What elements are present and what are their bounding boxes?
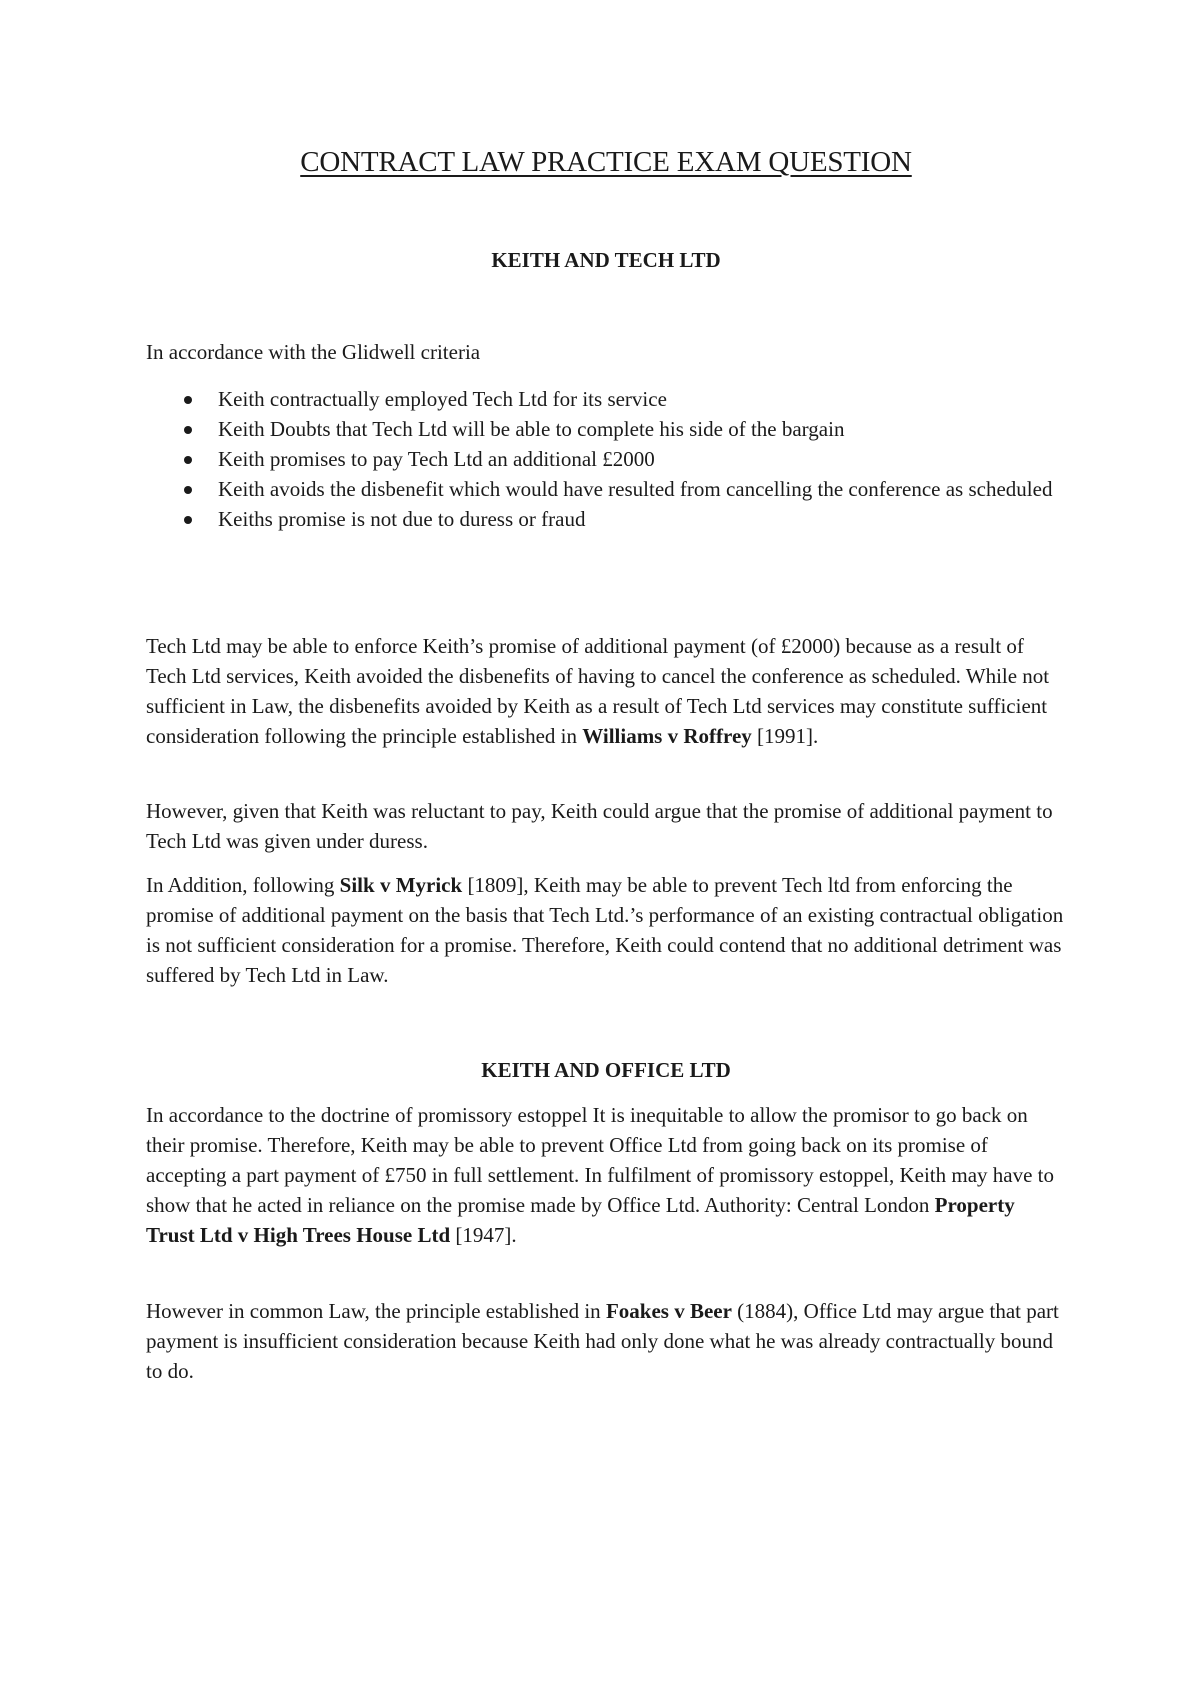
case-citation: Silk v Myrick	[339, 873, 463, 897]
paragraph-silk-v-myrick: In Addition, following Silk v Myrick [1809], Keith may be able to prevent Tech ltd from enforcing the promise of additional payment on the basis that Tech Ltd.’s performance of an existing contractual obligation is not sufficient consideration for a promise. Therefore, Keith could contend that no additional detriment was suffered by Tech Ltd in Law.	[146, 873, 1064, 987]
criteria-list	[146, 384, 1066, 534]
bullet-icon	[184, 516, 192, 524]
list-item: Keith Doubts that Tech Ltd will be able to complete his side of the bargain	[146, 414, 1066, 444]
paragraph-enforce-promise: Tech Ltd may be able to enforce Keith’s promise of additional payment (of £2000) because as a result of Tech Ltd services, Keith avoided the disbenefits of having to cancel the conference as scheduled. While not sufficient in Law, the disbenefits avoided by Keith as a result of Tech Ltd services may constitute sufficient consideration following the principle established in Williams v Roffrey [1991].	[146, 634, 1050, 748]
criteria-intro: In accordance with the Glidwell criteria	[146, 340, 481, 364]
document-title: CONTRACT LAW PRACTICE EXAM QUESTION	[300, 146, 912, 178]
paragraph-foakes-v-beer: However in common Law, the principle established in Foakes v Beer (1884), Office Ltd may argue that part payment is insufficient consideration because Keith had only done what he was already contractually bound to do.	[146, 1299, 1059, 1383]
case-citation: Foakes v Beer	[605, 1299, 732, 1323]
list-item: Keith promises to pay Tech Ltd an additional £2000	[146, 444, 1066, 474]
section-heading-office-ltd: KEITH AND OFFICE LTD	[481, 1058, 731, 1082]
list-item: Keith contractually employed Tech Ltd for its service	[146, 384, 1066, 414]
section-heading-tech-ltd: KEITH AND TECH LTD	[491, 248, 721, 272]
bullet-icon	[184, 426, 192, 434]
bullet-icon	[184, 486, 192, 494]
bullet-icon	[184, 456, 192, 464]
list-item: Keith avoids the disbenefit which would have resulted from cancelling the conference as scheduled	[146, 474, 1066, 504]
case-citation: Property Trust Ltd v High Trees House Ltd	[146, 1193, 1015, 1247]
paragraph-promissory-estoppel: In accordance to the doctrine of promissory estoppel It is inequitable to allow the promisor to go back on their promise. Therefore, Keith may be able to prevent Office Ltd from going back on its promise of accepting a part payment of £750 in full settlement. In fulfilment of promissory estoppel, Keith may have to show that he acted in reliance on the promise made by Office Ltd. Authority: Central London Property Trust Ltd v High Trees House Ltd [1947].	[146, 1103, 1055, 1247]
paragraph-duress: However, given that Keith was reluctant to pay, Keith could argue that the promise of additional payment to Tech Ltd was given under duress.	[146, 799, 1053, 853]
case-citation: Williams v Roffrey	[582, 724, 752, 748]
bullet-icon	[184, 396, 192, 404]
list-item: Keiths promise is not due to duress or fraud	[146, 504, 1066, 534]
